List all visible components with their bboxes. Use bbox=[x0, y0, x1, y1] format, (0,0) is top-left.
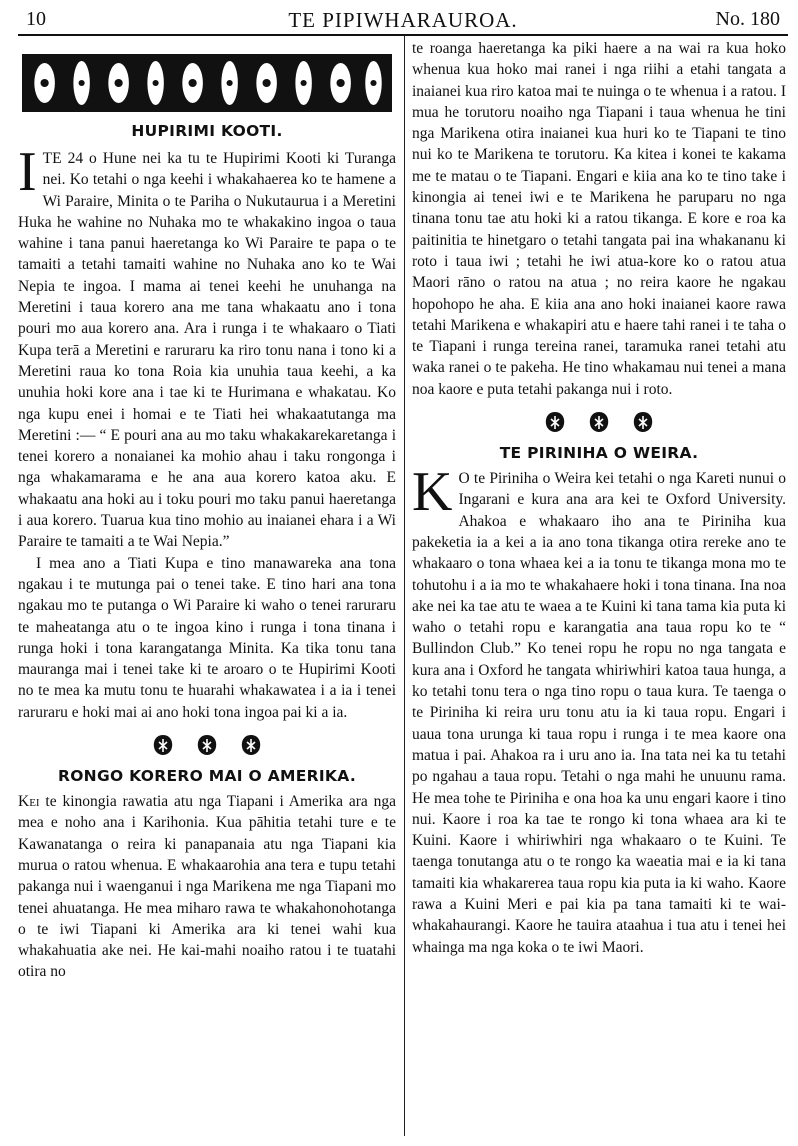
right-column bbox=[412, 38, 786, 958]
flower-ornament-icon bbox=[152, 733, 174, 757]
ornamental-banner bbox=[22, 54, 392, 112]
page-header bbox=[18, 4, 788, 36]
left-column bbox=[18, 38, 396, 983]
article-heading: HUPIRIMI KOOTI. bbox=[131, 122, 283, 140]
drop-cap: I bbox=[18, 141, 37, 203]
article-paragraph: Kei te kinongia rawatia atu nga Tiapani i Amerika ara nga mea e noho ana i Karihonia. Kua pāhitia tetahi ture e te Kawanatanga o reira ki panapanaia atu nga Tiapani kia murua o ratou whenua. E whakaarohia ana tera e tupu tetahi pakanga nui i waenganui i nga Marikena me nga Tiapani mo tenei ahuatanga. He mea miharo rawa te whakahonohotanga o te iwi Tiapani ki Amerika ara ki tenei wahi kua whakahuatia ake nei. He kai-mahi noaiho ratou i te tuatahi otira no bbox=[18, 793, 396, 981]
flower-ornament-icon bbox=[632, 410, 654, 434]
article-paragraph: K O te Piriniha o Weira kei tetahi o nga Kareti nunui o Ingarani e kura ana ara kei te Oxford University. Ahakoa e whakaaro iho ana te Piriniha kua pakeketia ia a kei a ia ano tona tikanga otira rereke ano te whakaaro o tona whaea kei a ia tonu te tikanga mona mo te tohutohu i a ia mo te whakahaere hoki i tona tinana. Ina noa ake nei ka tae atu te waea a te Kuini ki tana tama kia puta ki waho o tetahi ropu e karangatia ana taua ropu ko te “ Bullindon Club.” Ko tenei ropu he ropu no nga tangata e kura ana i Oxford he tangata whiriwhiri katoa taua hunga, a ko tetahi tonu tera o nga tino ropu o taua kura. Te taenga o te Piriniha ki reira uru tonu atu ia ki taua ropu. Engari i uaua tona urunga ki taua ropu i runga i te mea kaore ona matua i pai. Ahakoa ra i uru ano ia. Ina tata nei ka tu tetahi po ngahau a taua ropu. Tetahi o nga mahi he unuunu rama. He mea tohe te Piriniha e ona hoa ka unu engari kaore i tino nui. Kaore i roa ka tae te rongo ki tona whaea ara ki te Kuini. Kaore i whiriwhiri nga whakaaro o te Kuini. Te taenga tonutanga atu o te rongo ka waeatia mai e ia ki tana tamaiti kia whakarerea taua ropu kia puta ia ki waho. Kaore rawa a Kuini Meri e pai kia pa tana tamaiti ki te wai-whakahaurangi. Kaore he tauira ataahua i tua atu i tenei hei whainga ma nga koka o te iwi Maori. bbox=[412, 461, 786, 956]
flower-ornament-icon bbox=[588, 410, 610, 434]
article-heading: RONGO KORERO MAI O AMERIKA. bbox=[57, 767, 357, 786]
page-number: 10 bbox=[26, 8, 46, 30]
ornament-divider bbox=[18, 733, 396, 757]
article-paragraph: ITE 24 o Hune nei ka tu te Hupirimi Kooti ki Turanga nei. Ko tetahi o nga keehi i whakahaerea ko te hamene a Wi Paraire, Minita o te Pariha o Nukutaurua i a Meretini Huka he wahine no Nuhaka mo te whakakino ingoa o taua wahine i tana panui haeretanga ko Wi Paraire te papa o te tamaiti a tetahi tamaiti wahine no Nuhaka ano ko te Wai Nepia te ingoa. I mama ai tenei keehi he unuhanga na Meretini i taua korero ana me tana whakaatu ano i tona pouri mo aua korero ana. Ara i runga i te whakaaro o Tiati Kupa terā a Meretini e raruraru ka riro tonu nana i tono ki a Meretini raua ko tona Roia kia unuhia taua keehi, a ka unuhia hoki kore ana i tae ki te Hurimana e whakatau. Ko nga kupu enei i homai e te Tiati hei whakaatutanga ma Meretini :— “ E pouri ana au mo taku whakakarekaretanga i tenei korero a nonaianei ka mohio ahau i taku rongonga i nga whakamarama e he ana aua korero katoa aku. E whakaatu ana hoki au i toku pouri mo taku panui haeretanga i aua korero. Tuarua kua tino mohio au inaianei ehara i a Wi Paraire te tamaiti a te Wai Nepia.” bbox=[18, 141, 396, 551]
flower-ornament-icon bbox=[196, 733, 218, 757]
drop-cap: K bbox=[412, 461, 453, 524]
flower-ornament-icon bbox=[240, 733, 262, 757]
ornament-divider bbox=[412, 410, 786, 434]
article-heading: TE PIRINIHA O WEIRA. bbox=[499, 444, 699, 463]
article-paragraph: te roanga haeretanga ka piki haere a na wai ra kua hoko whenua kua hoko mai ranei i nga riihi a etahi tangata a inaianei kua riro katoa mai te nuinga o te whenua i a ratou. I mua he torutoru noaiho nga Tiapani i taua whenua he tini nga Marikena otira inaianei kua huri ko te Tiapani te tino nui ko te Marikena te torutoru. Ka kitea i konei te kakama me te matau o te Tiapani. Engari e kiia ana ko te tino take i kinongia ai tenei iwi e te Marikena he paruparu no nga tinana tonu tae atu hoki ki a ratou tikanga. E kore e roa ka paitinitia te hinetgaro o tetahi tangata pai ina whakananu ki roto i taua iwi ; tetahi he iwi atua-kore ko o ratou atua Maori rāno o ratou na atua ; no reira kaore he ngakau hopohopo he aha. E kiia ana ano hoki inaianei kaore rawa tetahi Marikena e whakapiri atu e haere tahi ranei i te taha o te Tiapani i runga tereina ranei, taramuka ranei tetahi atu waka ranei o te pakeha. He tino whakamau nui tenei a mana noa kaore e puta tetahi pakanga nui i roto. bbox=[412, 40, 786, 398]
flower-ornament-icon bbox=[544, 410, 566, 434]
issue-number: No. 180 bbox=[715, 8, 780, 30]
column-divider bbox=[404, 36, 405, 1136]
publication-title: TE PIPIWHARAUROA. bbox=[288, 8, 518, 32]
article-paragraph: I mea ano a Tiati Kupa e tino manawareka ana tona ngakau i te mutunga pai o tenei take. E tino hari ana tona ngakau mo te putanga o Wi Paraire ki waho o tenei raruraru te maheatanga atu o te ingoa kino i runga i tona tinana i runga hoki i tona karangatanga Minita. Ka tika tonu tana mauranga mai i tenei take ki te aroaro o te Hupirimi Kooti no te mea ka mutu tonu te huarahi whakawatea i a ia i tenei raruraru e hoki mai ai ano hoki tona ingoa pai ki a ia. bbox=[18, 554, 396, 721]
